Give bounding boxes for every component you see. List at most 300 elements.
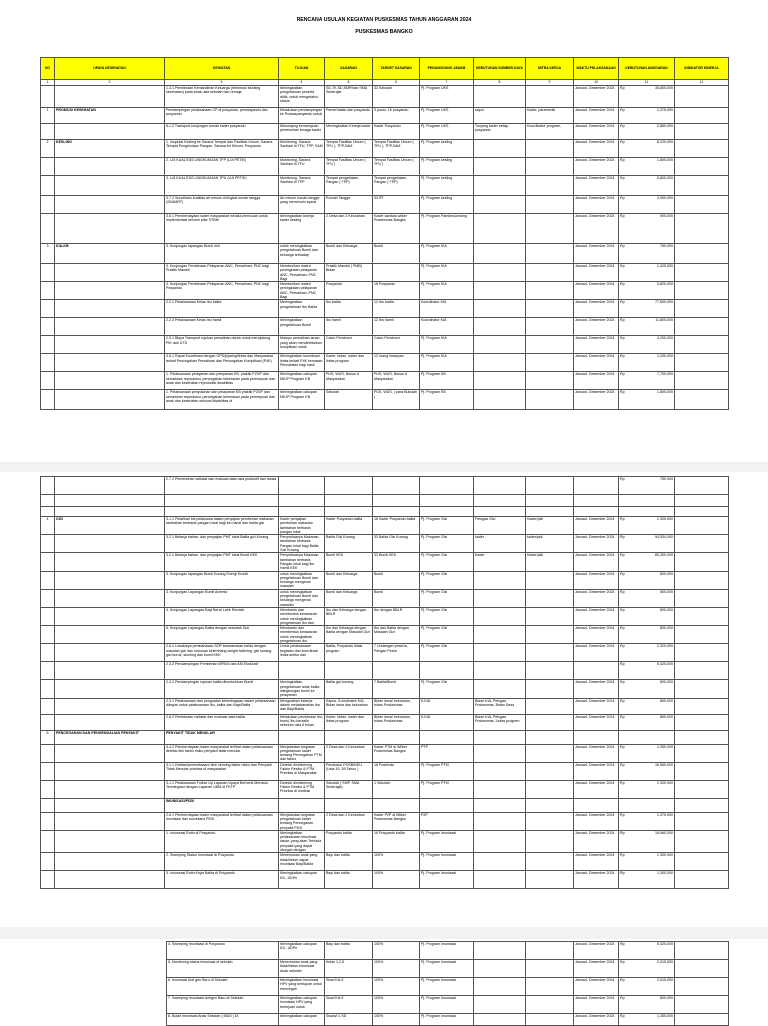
column-header: KEBUTUHAN SUMBER DAYA — [474, 58, 526, 80]
target-cell: Bumil — [373, 244, 420, 264]
table-row — [41, 662, 729, 680]
currency-prefix: Rp — [620, 871, 625, 876]
tujuan-cell: Meningkatkan imunisasi HPV yang bertujuan untuk mencegah — [279, 978, 325, 996]
upaya-cell — [55, 780, 165, 798]
row-number — [41, 714, 55, 730]
kegiatan-cell: 3. Kunjungan lapangan Bumil risti — [165, 244, 279, 264]
currency-prefix: Rp — [620, 176, 625, 180]
row-number — [41, 477, 55, 495]
tujuan-cell: untuk meningkatkan pengetahuan Bumil dan keluarga mengenai masalah — [279, 571, 325, 589]
anggaran-cell — [619, 798, 675, 812]
kegiatan-cell: 7. Sweeping Imunisasi Antigen Baru di Sekolah — [167, 996, 279, 1014]
indikator-cell — [675, 214, 729, 244]
waktu-cell — [574, 662, 619, 680]
upaya-cell — [55, 372, 165, 390]
column-header: NO — [41, 58, 55, 80]
currency-prefix: Rp — [620, 762, 625, 767]
sasaran-cell — [325, 495, 373, 507]
kegiatan-cell: 2.3.2 Pendampingan Pemberian MPASI dan ASI Eksklusif — [165, 662, 279, 680]
penanggung-jawab-cell: P2P — [420, 812, 474, 830]
row-number — [41, 507, 55, 517]
table-row — [41, 336, 729, 354]
waktu-cell — [574, 798, 619, 812]
penanggung-jawab-cell: Pj. Program Gizi — [420, 626, 474, 644]
currency-prefix: Rp — [620, 196, 625, 200]
waktu-cell: Januari- Desember 2024 — [574, 607, 619, 625]
indikator-cell — [675, 244, 729, 264]
anggaran-cell — [619, 553, 675, 571]
row-number: 1 — [41, 108, 55, 124]
tujuan-cell: Menguatkan sekerja dalam melaksanakan Ibu dan Bayi/Balita — [279, 698, 325, 714]
target-cell: Kader Posyandu — [373, 124, 420, 140]
upaya-cell — [55, 124, 165, 140]
mitra-cell — [526, 282, 574, 300]
sumber-daya-cell — [474, 477, 526, 495]
tujuan-cell: Meningkatkan koordinasi lintas terkait P4K kemasan Pencatatan bagi hasil — [279, 354, 325, 372]
anggaran-value: 1,300,000 — [657, 853, 673, 858]
penanggung-jawab-cell: Pj. Program Imunisasi — [420, 942, 474, 960]
sasaran-cell: Posyandu — [325, 282, 373, 300]
sasaran-cell: Balita, Posyandu lintas program — [325, 644, 373, 662]
waktu-cell — [574, 730, 619, 744]
penanggung-jawab-cell — [420, 798, 474, 812]
target-cell: 100% — [373, 942, 420, 960]
sumber-daya-cell — [474, 730, 526, 744]
table-row — [167, 960, 729, 978]
row-number — [41, 698, 55, 714]
currency-prefix: Rp — [620, 589, 625, 594]
column-header: KEBUTUHAN ANGGARAN — [619, 58, 675, 80]
page-separator — [0, 927, 768, 939]
waktu-cell — [574, 495, 619, 507]
penanggung-jawab-cell: Pj. Program UKS — [420, 108, 474, 124]
target-cell: 16 Posyandu — [373, 282, 420, 300]
sumber-daya-cell — [474, 607, 526, 625]
anggaran-cell — [619, 318, 675, 336]
sumber-daya-cell — [474, 978, 526, 996]
anggaran-value: 3,900,000 — [657, 196, 673, 200]
penanggung-jawab-cell: Pj. Program PTM — [420, 780, 474, 798]
row-number — [41, 680, 55, 698]
upaya-cell — [55, 535, 165, 553]
waktu-cell: Januari- Desember 2024 — [574, 680, 619, 698]
currency-prefix: Rp — [620, 300, 625, 305]
waktu-cell: Januari- Desember 2024 — [574, 196, 619, 214]
anggaran-value: 77,800,000 — [655, 300, 673, 305]
target-cell: 100% — [373, 853, 420, 871]
column-number: 3 — [165, 80, 279, 86]
anggaran-cell — [619, 662, 675, 680]
upaya-cell — [55, 871, 165, 889]
row-number: 2 — [41, 140, 55, 158]
waktu-cell: Januari- Desember 2024 — [574, 780, 619, 798]
currency-prefix: Rp — [620, 830, 625, 835]
sumber-daya-cell — [474, 140, 526, 158]
penanggung-jawab-cell: PTP — [420, 744, 474, 762]
document-page-3 — [0, 939, 768, 1024]
row-number — [41, 214, 55, 244]
indikator-cell — [675, 336, 729, 354]
upaya-cell — [55, 698, 165, 714]
document-title: RENCANA USULAN KEGIATAN PUSKESMAS TAHUN ANGGARAN 2024 — [296, 17, 472, 23]
sasaran-cell: Kelas 1,2,5 — [325, 960, 373, 978]
mitra-cell — [526, 960, 574, 978]
penanggung-jawab-cell: Pj. Program KIA — [420, 336, 474, 354]
waktu-cell — [574, 477, 619, 495]
rencana-table-page-3 — [166, 941, 729, 1026]
anggaran-cell — [619, 354, 675, 372]
document-subtitle: PUSKESMAS BANGKO — [355, 29, 413, 35]
indikator-cell — [675, 730, 729, 744]
penanggung-jawab-cell: Pj. Program kesling — [420, 158, 474, 176]
anggaran-value: 5,820,000 — [657, 282, 673, 287]
mitra-cell — [526, 662, 574, 680]
anggaran-value: 8,220,000 — [657, 140, 673, 144]
tujuan-cell — [279, 798, 325, 812]
currency-prefix: Rp — [620, 86, 625, 90]
kegiatan-cell: 3. Imunisasi Rutin Kejar Balita di Posyandu — [165, 871, 279, 889]
target-cell — [373, 507, 420, 517]
target-cell: 100% — [373, 960, 420, 978]
anggaran-value: 2,320,000 — [657, 644, 673, 649]
row-number — [41, 607, 55, 625]
table-row — [41, 140, 729, 158]
upaya-cell — [55, 680, 165, 698]
sasaran-cell: Bumil KEK — [325, 553, 373, 571]
anggaran-cell — [619, 812, 675, 830]
mitra-cell — [526, 571, 574, 589]
currency-prefix: Rp — [620, 244, 625, 248]
target-cell — [373, 730, 420, 744]
sumber-daya-cell: Kader — [474, 553, 526, 571]
target-cell: 12 Ibu balita — [373, 300, 420, 318]
anggaran-value: 800,000 — [660, 698, 673, 703]
rencana-table-page-2 — [40, 476, 729, 889]
upaya-cell — [55, 300, 165, 318]
table-row — [41, 108, 729, 124]
row-number — [41, 644, 55, 662]
rencana-table-page-1 — [40, 57, 729, 410]
tujuan-cell: Memberikan materi peningkatan pelayanan ANC, Persalinan, PNC Bagi — [279, 264, 325, 282]
anggaran-value: 750,000 — [660, 244, 673, 248]
anggaran-value: 800,000 — [660, 626, 673, 631]
waktu-cell: Januari- Desember 2024 — [574, 626, 619, 644]
mitra-cell — [526, 626, 574, 644]
anggaran-cell — [619, 300, 675, 318]
tujuan-cell: Meningkatkan pelaksanaan imunisasi dasar, yang akan Terhada penyakit yang dapat dicegah dengan — [279, 830, 325, 852]
column-number: 2 — [55, 80, 165, 86]
mitra-cell: Koordinator program, — [526, 124, 574, 140]
currency-prefix: Rp — [620, 942, 625, 946]
upaya-cell — [55, 158, 165, 176]
currency-prefix: Rp — [620, 318, 625, 323]
waktu-cell: Januari- Desember 2024 — [574, 942, 619, 960]
target-cell: 12 Ibu hamil — [373, 318, 420, 336]
upaya-cell — [55, 336, 165, 354]
mitra-cell: kader/pkk — [526, 535, 574, 553]
upaya-cell — [55, 830, 165, 852]
kegiatan-cell — [165, 507, 279, 517]
anggaran-cell — [619, 698, 675, 714]
kegiatan-cell: 3. UJI KUALITAS LINGKUNGAN TPU (UJI PETIK) — [165, 176, 279, 196]
target-cell: 7 Balita/Bumil — [373, 680, 420, 698]
anggaran-value: 750,000 — [660, 477, 673, 481]
table-row — [41, 535, 729, 553]
table-row — [41, 626, 729, 644]
waktu-cell: Januari- Desember 2024 — [574, 853, 619, 871]
penanggung-jawab-cell: K.KIA — [420, 698, 474, 714]
sasaran-cell: Rumah Tangga — [325, 196, 373, 214]
waktu-cell: Januari- Desember 2024 — [574, 535, 619, 553]
indikator-cell — [675, 812, 729, 830]
penanggung-jawab-cell: Pj. Program UKS — [420, 86, 474, 108]
table-row — [41, 780, 729, 798]
target-cell: Bumil — [373, 589, 420, 607]
penanggung-jawab-cell: Pj. Program kesling — [420, 196, 474, 214]
upaya-cell — [55, 853, 165, 871]
tujuan-cell: Menemukan anak yang tidak/belum imunisasi Anak sekolah — [279, 960, 325, 978]
column-number: 8 — [474, 80, 526, 86]
indikator-cell — [675, 780, 729, 798]
indikator-cell — [675, 853, 729, 871]
waktu-cell: Januari- Desember 2024 — [574, 354, 619, 372]
currency-prefix: Rp — [620, 553, 625, 558]
upaya-cell — [55, 744, 165, 762]
currency-prefix: Rp — [620, 336, 625, 341]
kegiatan-cell: 2.3.2 Pendampingan rujukan balita ditumbuhkan Bumil — [165, 680, 279, 698]
upaya-cell — [55, 196, 165, 214]
row-number — [41, 158, 55, 176]
sumber-daya-cell — [474, 798, 526, 812]
sasaran-cell: Siswi Kls 5 — [325, 996, 373, 1014]
sasaran-cell: Tempat pengelolaan Pangan ( TPP) — [325, 176, 373, 196]
table-row — [41, 553, 729, 571]
currency-prefix: Rp — [620, 140, 625, 144]
anggaran-cell — [619, 108, 675, 124]
waktu-cell: Januari- Desember 2024 — [574, 553, 619, 571]
currency-prefix: Rp — [620, 264, 625, 268]
row-number — [41, 86, 55, 108]
tujuan-cell: Monitoring, Sarana Sanitasi di TFU — [279, 158, 325, 176]
sasaran-cell: Posyandu balita — [325, 830, 373, 852]
mitra-cell — [526, 996, 574, 1014]
sumber-daya-cell — [474, 495, 526, 507]
anggaran-value: 2,015,000 — [657, 978, 673, 982]
currency-prefix: Rp — [620, 372, 625, 377]
waktu-cell: Januari- Desember 2024 — [574, 698, 619, 714]
anggaran-cell — [619, 853, 675, 871]
anggaran-value: 6,800,000 — [657, 176, 673, 180]
anggaran-value: 1,200,000 — [657, 354, 673, 359]
sasaran-cell: Pemerhatian dan posyandu — [325, 108, 373, 124]
currency-prefix: Rp — [620, 517, 625, 521]
mitra-cell: Kader/pkk — [526, 553, 574, 571]
penanggung-jawab-cell: Pj. Program KIA — [420, 282, 474, 300]
target-cell: 33 Sekolah — [373, 86, 420, 108]
row-number — [41, 535, 55, 553]
tujuan-cell: Meningkatkan pengetahuan Bumil — [279, 318, 325, 336]
waktu-cell: Januari- Desember 2024 — [574, 1014, 619, 1026]
currency-prefix: Rp — [620, 158, 625, 162]
tujuan-cell: Kader penyajian pemberian makanan tambahan berbasis pangan lokal — [279, 517, 325, 535]
kegiatan-cell: 2.6.2 Pembinaan validasi dan evaluasi data balita — [165, 714, 279, 730]
upaya-cell: PROMOSI KESEHATAN — [55, 108, 165, 124]
tujuan-cell: Deteksi dini/skrining Faktor Resiko & PTM Prioritas di Institusi — [279, 780, 325, 798]
column-number: 4 — [279, 80, 325, 86]
row-number: 5 — [41, 730, 55, 744]
tujuan-cell — [279, 662, 325, 680]
currency-prefix: Rp — [620, 626, 625, 631]
sumber-daya-cell — [474, 196, 526, 214]
upaya-cell — [55, 589, 165, 607]
indikator-cell — [675, 978, 729, 996]
mitra-cell — [526, 507, 574, 517]
kegiatan-cell: 2.7.2 Pemenuhan validasi dan evaluasi data usia produktif dan lansia — [165, 477, 279, 495]
sumber-daya-cell: Tunjang kader setiap posyandu — [474, 124, 526, 140]
table-row — [41, 495, 729, 507]
anggaran-cell — [619, 978, 675, 996]
target-cell: Calon Pendonor — [373, 336, 420, 354]
mitra-cell — [526, 607, 574, 625]
currency-prefix: Rp — [620, 960, 625, 964]
anggaran-cell — [619, 680, 675, 698]
penanggung-jawab-cell: Pj. Program PTM — [420, 762, 474, 780]
currency-prefix: Rp — [620, 744, 625, 749]
tujuan-cell: Meningkatkan cakupan IDL, UDPn — [279, 942, 325, 960]
sasaran-cell: Kader, bidan, kader dan lintas program — [325, 354, 373, 372]
tujuan-cell: Meningkatkan cakupan imunisasi HPV yang bertujuan untuk — [279, 996, 325, 1014]
mitra-cell — [526, 853, 574, 871]
waktu-cell: Januari- Desember 2024 — [574, 960, 619, 978]
document-page-1 — [0, 0, 768, 462]
table-row — [41, 300, 729, 318]
anggaran-value: 80,300,000 — [655, 553, 673, 558]
sumber-daya-cell — [474, 354, 526, 372]
penanggung-jawab-cell: Pj. Program Gizi — [420, 589, 474, 607]
target-cell: 3 pustu, 16 posyandu — [373, 108, 420, 124]
tujuan-cell: Penyediaanya Makanan tambahan berbasis Pangan lokal bagi ibu Hamil KEK — [279, 553, 325, 571]
upaya-cell — [55, 390, 165, 410]
table-row — [41, 244, 729, 264]
upaya-cell: GIZI — [55, 517, 165, 535]
penanggung-jawab-cell: Pj. Program Pamilesi,kesling — [420, 214, 474, 244]
upaya-cell — [55, 798, 165, 812]
table-row — [41, 714, 729, 730]
row-number — [41, 300, 55, 318]
kegiatan-cell: 3.2.1 Belanja bahan, dan penyajian PMT lokal Balita gizi Kurang — [165, 535, 279, 553]
anggaran-value: 2,305,000 — [657, 517, 673, 521]
target-cell — [373, 495, 420, 507]
waktu-cell: Januari- Desember 2024 — [574, 140, 619, 158]
sumber-daya-cell — [474, 336, 526, 354]
kegiatan-cell: 4. Kunjungan Lapangan Bayi Berat Lahir Rendah — [165, 607, 279, 625]
mitra-cell — [526, 477, 574, 495]
table-row — [41, 607, 729, 625]
upaya-cell — [55, 318, 165, 336]
sasaran-cell: 2 Desa dan 2 Kelurahan — [325, 744, 373, 762]
waktu-cell: Januari- Desember 2024 — [574, 978, 619, 996]
table-row — [41, 644, 729, 662]
sumber-daya-cell — [474, 390, 526, 410]
sumber-daya-cell: Bidan KIA, Petugas Puskesmas, Lintas program — [474, 714, 526, 730]
currency-prefix: Rp — [620, 644, 625, 649]
anggaran-cell — [619, 714, 675, 730]
anggaran-value: 5,320,000 — [657, 942, 673, 946]
indikator-cell — [675, 318, 729, 336]
table-row — [41, 282, 729, 300]
kegiatan-cell: 3.2.1 Belanja bahan, dan penyajian PMT lokal Bumil KEK — [165, 553, 279, 571]
table-row — [41, 124, 729, 140]
sumber-daya-cell — [474, 644, 526, 662]
kegiatan-cell: 2. Sweeping Status Imunisasi di Posyandu — [165, 853, 279, 871]
penanggung-jawab-cell: Pj. Program KIA — [420, 354, 474, 372]
anggaran-value: 1,350,000 — [657, 744, 673, 749]
mitra-cell — [526, 780, 574, 798]
anggaran-cell — [619, 589, 675, 607]
sumber-daya-cell — [474, 662, 526, 680]
tujuan-cell: Meningkatkan kinerja kader kesling — [279, 214, 325, 244]
anggaran-cell — [619, 477, 675, 495]
anggaran-value: 5,420,000 — [657, 662, 673, 667]
kegiatan-cell: 2.5.1 Biaya Transport rujukan persalinan darah untuk merujukung PIK dari UTD — [165, 336, 279, 354]
table-row — [41, 264, 729, 282]
upaya-cell: KESLING — [55, 140, 165, 158]
upaya-cell — [55, 507, 165, 517]
penanggung-jawab-cell: Pj. Program Gizi — [420, 644, 474, 662]
column-number: 6 — [373, 80, 420, 86]
tujuan-cell — [279, 730, 325, 744]
waktu-cell: Januari- Desember 2024 — [574, 86, 619, 108]
indikator-cell — [675, 762, 729, 780]
indikator-cell — [675, 495, 729, 507]
waktu-cell: Januari- Desember 2024 — [574, 282, 619, 300]
penanggung-jawab-cell: Pj. Program Gizi — [420, 535, 474, 553]
table-header-row — [41, 58, 729, 80]
tujuan-cell: Meningkatkan cakupan IDL, UDPn — [279, 871, 325, 889]
tujuan-cell: Meningkatkan cakupan MKJP Program KB — [279, 390, 325, 410]
column-number: 10 — [574, 80, 619, 86]
kegiatan-cell: 4. Sweeping Imunisasi di Posyandu — [167, 942, 279, 960]
target-cell: PUS, WUS, Bukus & Masyarakat — [373, 372, 420, 390]
penanggung-jawab-cell: Pj. Program Gizi — [420, 571, 474, 589]
waktu-cell: Januari- Desember 2024 — [574, 714, 619, 730]
penanggung-jawab-cell: K.KIA — [420, 714, 474, 730]
mitra-cell — [526, 86, 574, 108]
indikator-cell — [675, 830, 729, 852]
indikator-cell — [675, 553, 729, 571]
anggaran-cell — [619, 517, 675, 535]
table-row — [41, 354, 729, 372]
tujuan-cell: untuk meningkatkan pengetahuan Bumil dan keluarga mengenai masalah — [279, 589, 325, 607]
row-number — [41, 626, 55, 644]
anggaran-cell — [619, 871, 675, 889]
table-row — [41, 517, 729, 535]
anggaran-value: 1,300,000 — [657, 871, 673, 876]
sasaran-cell: Siswa/i 1 SD — [325, 1014, 373, 1026]
table-row — [41, 871, 729, 889]
currency-prefix: Rp — [620, 662, 625, 667]
sumber-daya-cell — [474, 744, 526, 762]
sumber-daya-cell: Bidan KIA, Petugas Puskesmas, Bidan Desa — [474, 698, 526, 714]
table-row — [41, 680, 729, 698]
tujuan-cell: Menjalankan kegiatan pengetahuan kader tentang Pencegahan PTM dan faktor — [279, 744, 325, 762]
table-row — [41, 318, 729, 336]
column-header: MITRA KERJA — [526, 58, 574, 80]
anggaran-value: 16,960,000 — [655, 830, 673, 835]
sasaran-cell: 2 Desa dan 2 Kelurahan — [325, 214, 373, 244]
target-cell — [373, 264, 420, 282]
mitra-cell — [526, 744, 574, 762]
